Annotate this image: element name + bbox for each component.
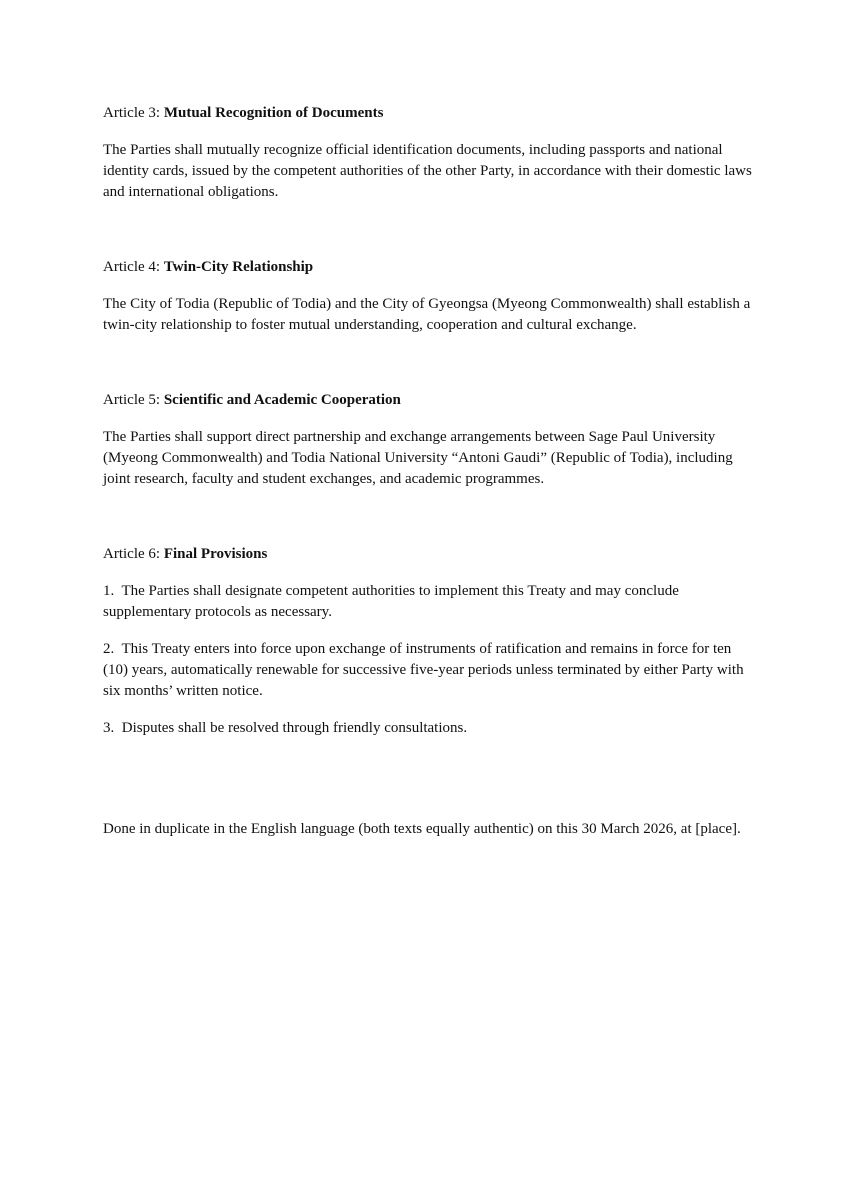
article-3 <box>103 103 753 203</box>
article-5-paragraph-1: The Parties shall support direct partnership and exchange arrangements between Sage Paul University (Myeong Commonwealth) and Todia National University “Antoni Gaudi” (Republic of Todia), including joint research, faculty and student exchanges, and academic programmes. <box>103 429 733 487</box>
article-4-paragraph-1: The City of Todia (Republic of Todia) and the City of Gyeongsa (Myeong Commonwealth) shall establish a twin-city relationship to foster mutual understanding, cooperation and cultural exchange. <box>103 296 751 333</box>
article-4-number: Article 4: <box>103 259 164 275</box>
article-4 <box>103 257 753 336</box>
document-body <box>103 103 753 840</box>
article-3-title: Mutual Recognition of Documents <box>163 105 384 121</box>
article-3-number: Article 3: <box>103 105 164 121</box>
closing-statement: Done in duplicate in the English language (both texts equally authentic) on this 30 March 2026, at [place]. <box>103 821 741 837</box>
article-4-title: Twin-City Relationship <box>163 259 314 275</box>
article-6-clause-2: 2. This Treaty enters into force upon exchange of instruments of ratification and remains in force for ten (10) years, automatically renewable for successive five-year periods unless terminated by either Party with six months’ written notice. <box>103 641 748 699</box>
article-5-number: Article 5: <box>103 392 164 408</box>
article-6-clause-3: 3. Disputes shall be resolved through friendly consultations. <box>103 720 468 736</box>
article-6-title: Final Provisions <box>163 546 268 562</box>
article-5-heading <box>103 390 753 411</box>
article-4-heading <box>103 257 753 278</box>
article-6-heading <box>103 544 753 565</box>
article-3-paragraph-1: The Parties shall mutually recognize official identification documents, including passports and national identity cards, issued by the competent authorities of the other Party, in accordance with their domestic laws and international obligations. <box>103 142 752 200</box>
article-5 <box>103 390 753 490</box>
article-5-title: Scientific and Academic Cooperation <box>163 392 401 408</box>
article-6-clause-1: 1. The Parties shall designate competent authorities to implement this Treaty and may conclude supplementary protocols as necessary. <box>103 583 683 620</box>
article-6 <box>103 544 753 739</box>
article-3-heading <box>103 103 753 124</box>
article-6-number: Article 6: <box>103 546 164 562</box>
